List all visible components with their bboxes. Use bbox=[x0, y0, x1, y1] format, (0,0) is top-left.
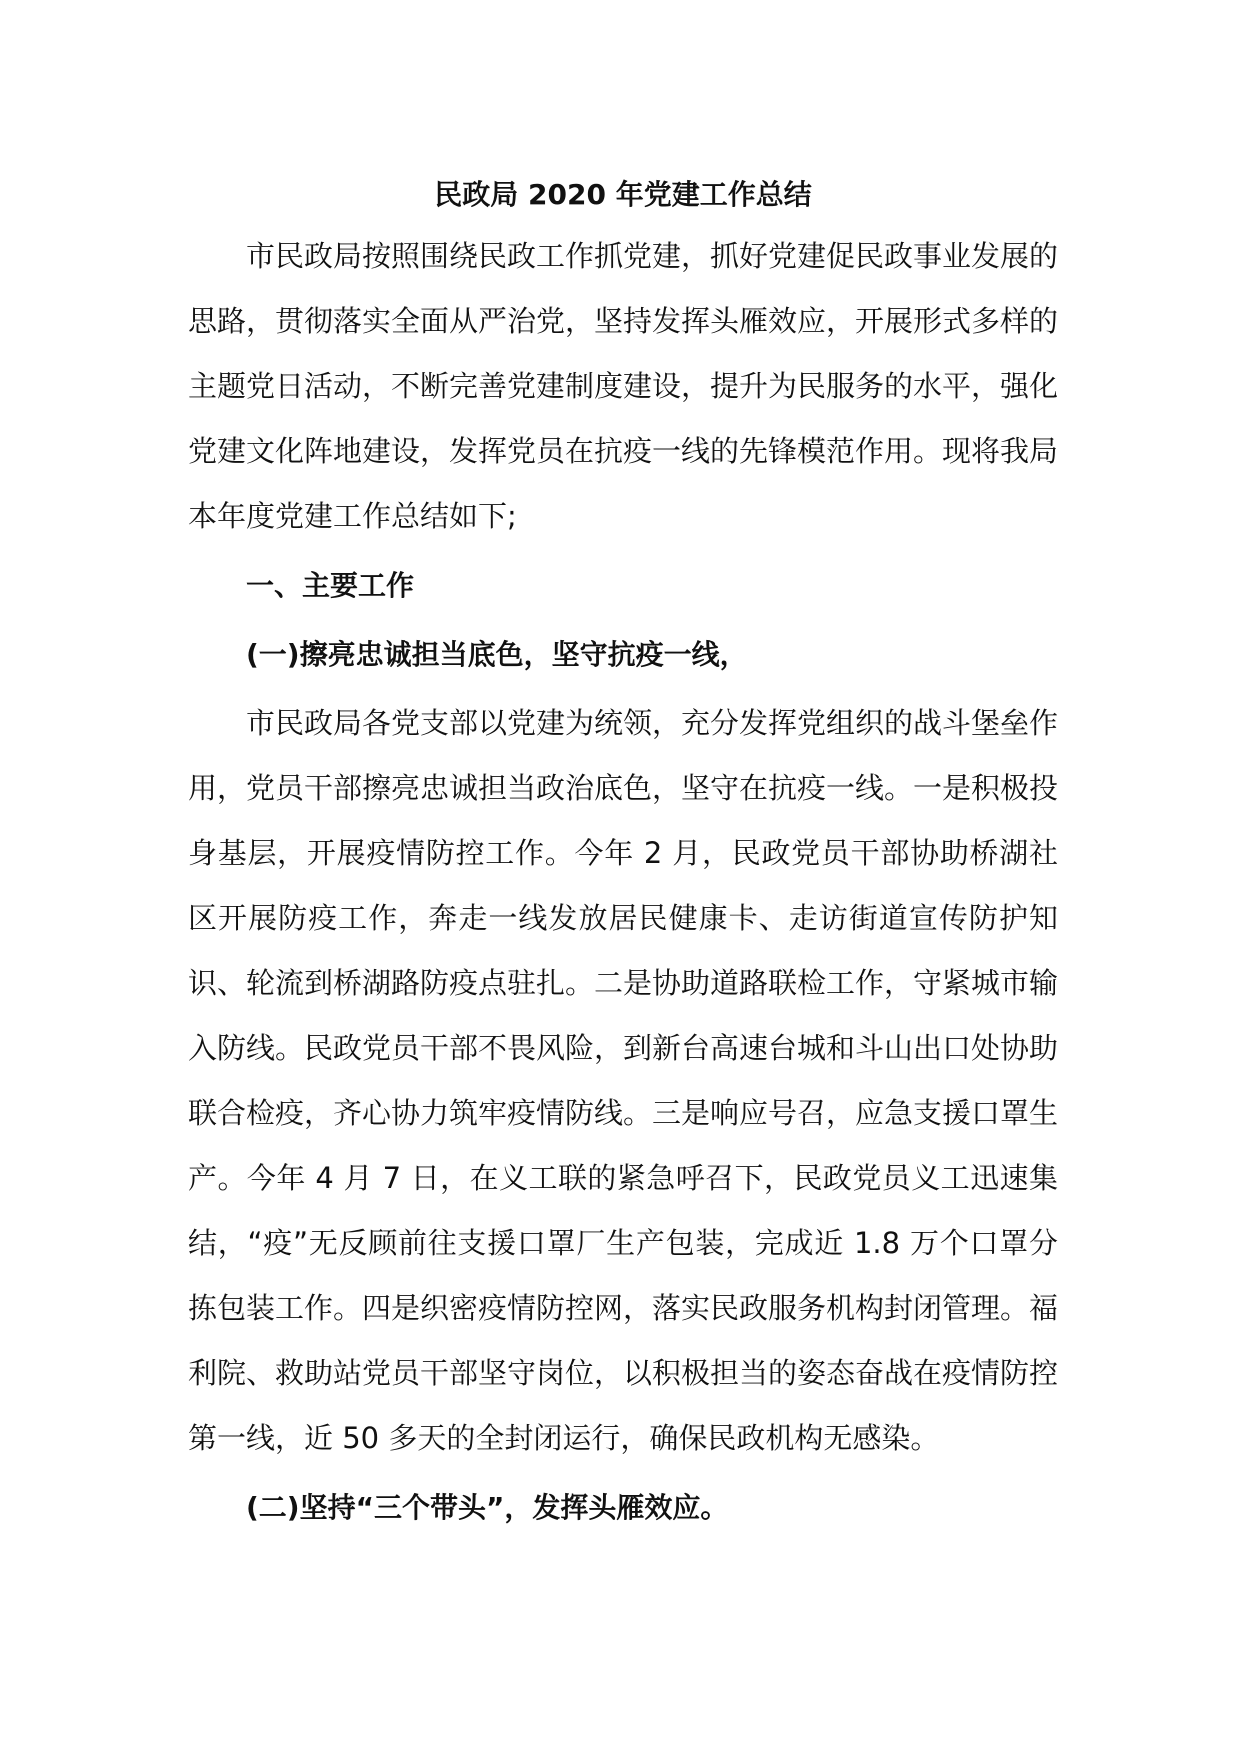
document-page bbox=[188, 170, 1058, 1540]
subsection-heading-2: (二)坚持“三个带头”，发挥头雁效应。 bbox=[246, 1491, 729, 1524]
subsection-1-body: 市民政局各党支部以党建为统领，充分发挥党组织的战斗堡垒作用，党员干部擦亮忠诚担当政治底色，坚守在抗疫一线。一是积极投身基层，开展疫情防控工作。今年 2 月，民政党员干部协助桥湖社区开展防疫工作，奔走一线发放居民健康卡、走访街道宣传防护知识、轮流到桥湖路防疫点驻扎。二是协助道路联检工作，守紧城市输入防线。民政党员干部不畏风险，到新台高速台城和斗山出口处协助联合检疫，齐心协力筑牢疫情防线。三是响应号召，应急支援口罩生产。今年 4 月 7 日，在义工联的紧急呼召下，民政党员义工迅速集结，“疫”无反顾前往支援口罩厂生产包装，完成近 1.8 万个口罩分拣包装工作。四是织密疫情防控网，落实民政服务机构封闭管理。福利院、救助站党员干部坚守岗位，以积极担当的姿态奋战在疫情防控第一线，近 50 多天的全封闭运行，确保民政机构无感染。 bbox=[188, 706, 1059, 1455]
intro-paragraph: 市民政局按照围绕民政工作抓党建，抓好党建促民政事业发展的思路，贯彻落实全面从严治党，坚持发挥头雁效应，开展形式多样的主题党日活动，不断完善党建制度建设，提升为民服务的水平，强化党建文化阵地建设，发挥党员在抗疫一线的先锋模范作用。现将我局本年度党建工作总结如下; bbox=[188, 239, 1059, 533]
subsection-heading-1: (一)擦亮忠诚担当底色，坚守抗疫一线， bbox=[246, 638, 748, 671]
section-heading-main-work: 一、主要工作 bbox=[246, 569, 415, 602]
document-title: 民政局 2020 年党建工作总结 bbox=[434, 178, 812, 211]
